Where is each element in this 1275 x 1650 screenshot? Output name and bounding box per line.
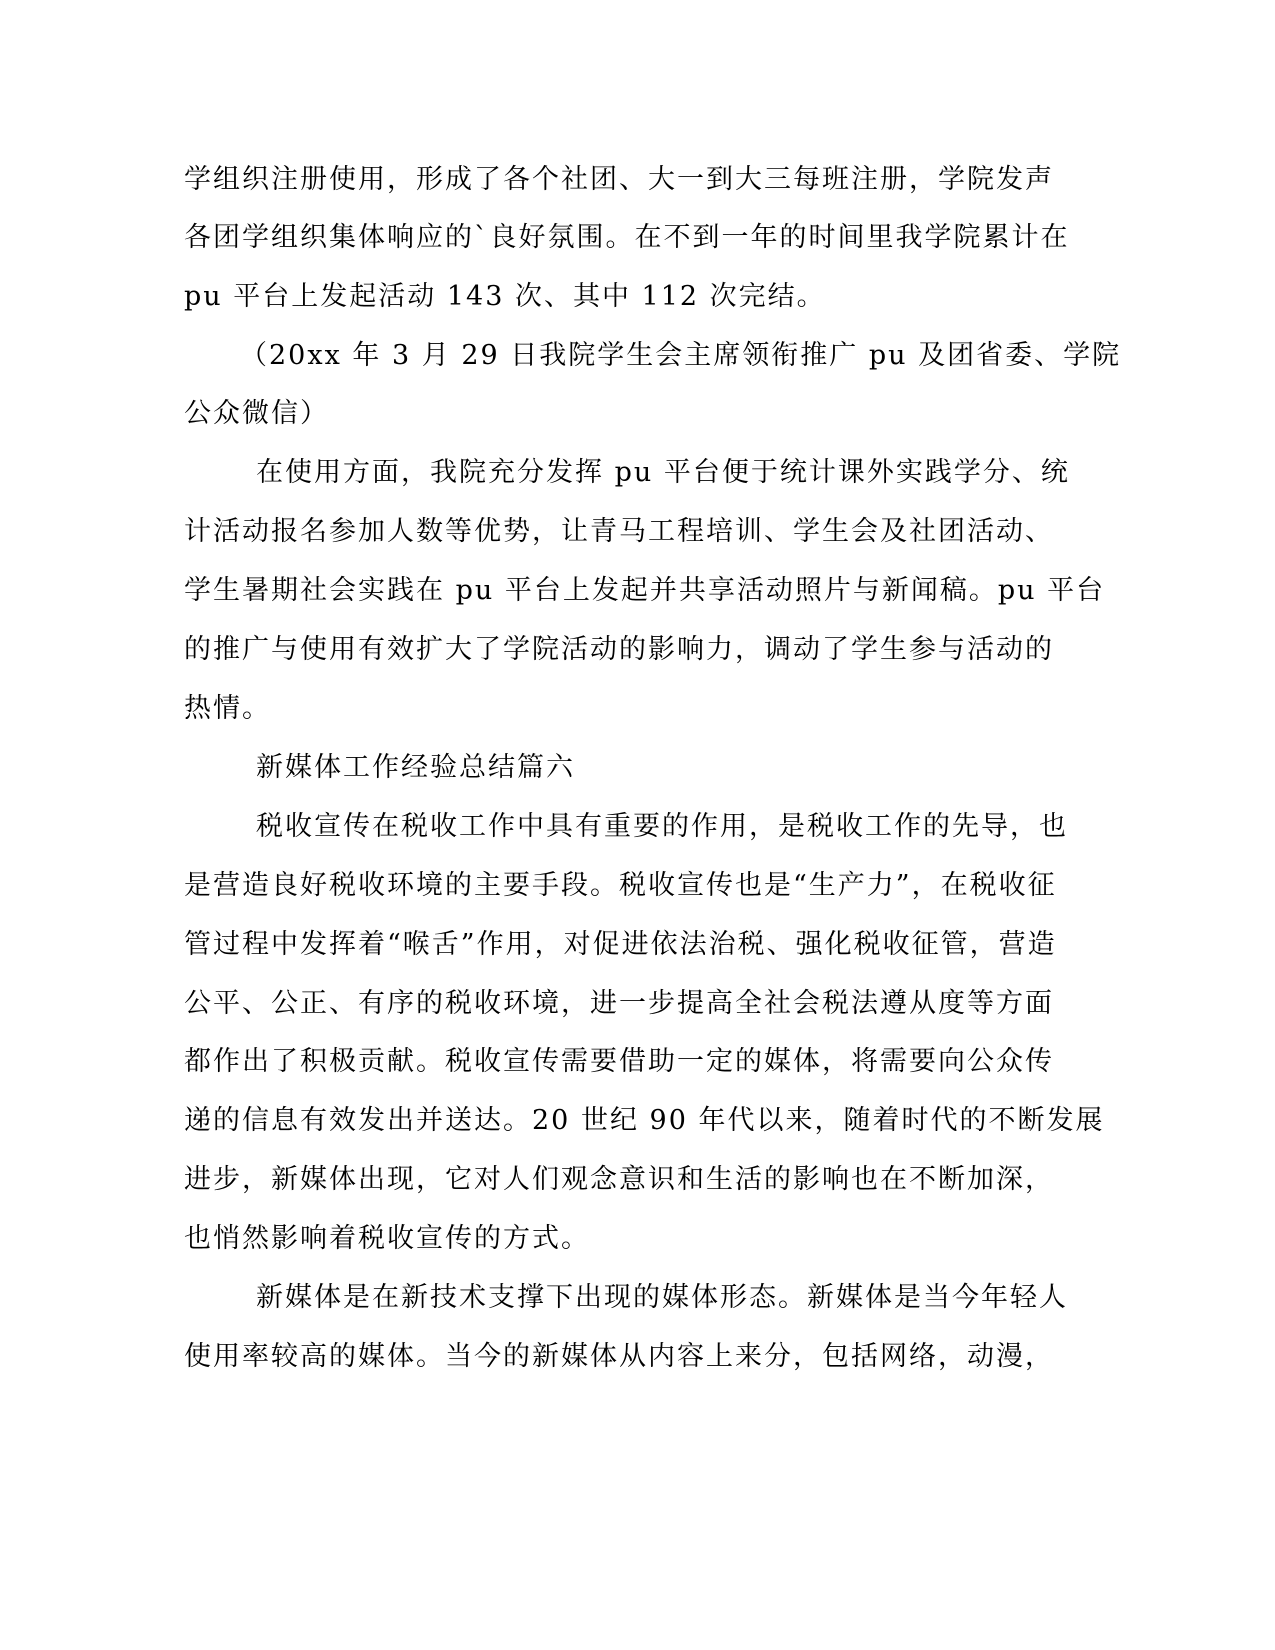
text-line: 各团学组织集体响应的`良好氛围。在不到一年的时间里我学院累计在 [184,222,1070,253]
text-line: pu 平台上发起活动 143 次、其中 112 次完结。 [184,281,826,312]
section-heading: 新媒体工作经验总结篇六 [256,752,575,783]
text-line: 进步，新媒体出现，它对人们观念意识和生活的影响也在不断加深， [184,1164,1054,1195]
text-line: 也悄然影响着税收宣传的方式。 [184,1223,590,1254]
text-line: 新媒体是在新技术支撑下出现的媒体形态。新媒体是当今年轻人 [256,1282,1068,1313]
text-line: 计活动报名参加人数等优势，让青马工程培训、学生会及社团活动、 [184,516,1054,547]
text-line: 管过程中发挥着“喉舌”作用，对促进依法治税、强化税收征管，营造 [184,929,1057,960]
text-line: 使用率较高的媒体。当今的新媒体从内容上来分，包括网络，动漫， [184,1341,1054,1372]
text-line: （20xx 年 3 月 29 日我院学生会主席领衔推广 pu 及团省委、学院 [240,340,1122,371]
text-line: 学组织注册使用，形成了各个社团、大一到大三每班注册，学院发声 [184,164,1054,195]
text-line: 在使用方面，我院充分发挥 pu 平台便于统计课外实践学分、统 [256,457,1070,488]
text-line: 学生暑期社会实践在 pu 平台上发起并共享活动照片与新闻稿。pu 平台 [184,575,1106,606]
text-line: 热情。 [184,693,271,724]
text-line: 递的信息有效发出并送达。20 世纪 90 年代以来，随着时代的不断发展 [184,1105,1105,1136]
text-line: 是营造良好税收环境的主要手段。税收宣传也是“生产力”，在税收征 [184,870,1057,901]
text-line: 公众微信） [184,398,329,429]
text-line: 的推广与使用有效扩大了学院活动的影响力，调动了学生参与活动的 [184,634,1054,665]
text-line: 都作出了积极贡献。税收宣传需要借助一定的媒体，将需要向公众传 [184,1046,1054,1077]
text-line: 公平、公正、有序的税收环境，进一步提高全社会税法遵从度等方面 [184,988,1054,1019]
text-line: 税收宣传在税收工作中具有重要的作用，是税收工作的先导，也 [256,811,1068,842]
